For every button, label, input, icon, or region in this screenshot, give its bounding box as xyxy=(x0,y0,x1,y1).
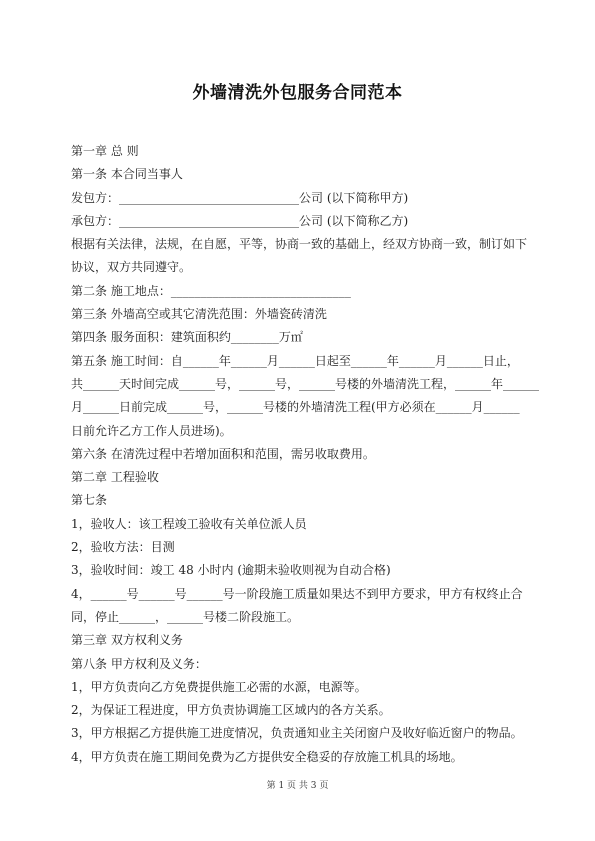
text-line: 第七条 xyxy=(71,493,108,508)
text-line: 第一章 总 则 xyxy=(71,144,139,158)
text-line: 2，为保证工程进度，甲方负责协调施工区域内的各方关系。 xyxy=(71,703,391,718)
text-line: 协议，双方共同遵守。 xyxy=(71,260,192,275)
document-body xyxy=(71,140,540,769)
text-line: 第二条 施工地点：______________________________ xyxy=(71,283,351,298)
text-line: 3，甲方根据乙方提供施工进度情况，负责通知业主关闭窗户及收好临近窗户的物品。 xyxy=(71,726,523,741)
document-title: 外墙清洗外包服务合同范本 xyxy=(192,83,403,103)
text-line: 第八条 甲方权利及义务： xyxy=(71,656,207,671)
text-line: 第三条 外墙高空或其它清洗范围：外墙瓷砖清洗 xyxy=(71,307,327,322)
text-line: 第一条 本合同当事人 xyxy=(71,167,183,182)
text-line: 承包方：______________________________公司 (以下简称乙方) xyxy=(71,213,409,228)
text-line: 4，______号______号______号一阶段施工质量如果达不到甲方要求，甲方有权终止合 xyxy=(71,586,523,601)
text-line: 1，甲方负责向乙方免费提供施工必需的水源，电源等。 xyxy=(71,679,367,694)
text-line: 日前允许乙方工作人员进场)。 xyxy=(71,423,232,438)
text-line: 1，验收人：该工程竣工验收有关单位派人员 xyxy=(71,516,307,531)
text-line: 第四条 服务面积：建筑面积约________万㎡ xyxy=(71,330,303,345)
text-line: 第三章 双方权利义务 xyxy=(71,633,183,648)
text-line: 同，停止______，______号楼二阶段施工。 xyxy=(71,609,300,624)
text-line: 根据有关法律，法规，在自愿，平等，协商一致的基础上，经双方协商一致，制订如下 xyxy=(71,237,528,252)
text-line: 月______日前完成______号，______号楼的外墙清洗工程(甲方必须在______月______ xyxy=(71,400,520,415)
text-line: 2，验收方法：目测 xyxy=(71,540,175,555)
text-line: 发包方：______________________________公司 (以下简称甲方) xyxy=(71,190,409,205)
text-line: 第二章 工程验收 xyxy=(71,470,159,485)
text-line: 共______天时间完成______号，______号，______号楼的外墙清洗工程，______年______ xyxy=(71,376,540,391)
text-line: 3，验收时间：竣工 48 小时内 (逾期未验收则视为自动合格) xyxy=(71,563,391,578)
page-footer: 第 1 页 共 3 页 xyxy=(266,781,329,791)
text-line: 第五条 施工时间：自______年______月______日起至______年______月______日止， xyxy=(71,353,519,368)
text-line: 4，甲方负责在施工期间免费为乙方提供安全稳妥的存放施工机具的场地。 xyxy=(71,749,463,764)
text-line: 第六条 在清洗过程中若增加面积和范围，需另收取费用。 xyxy=(71,446,375,461)
